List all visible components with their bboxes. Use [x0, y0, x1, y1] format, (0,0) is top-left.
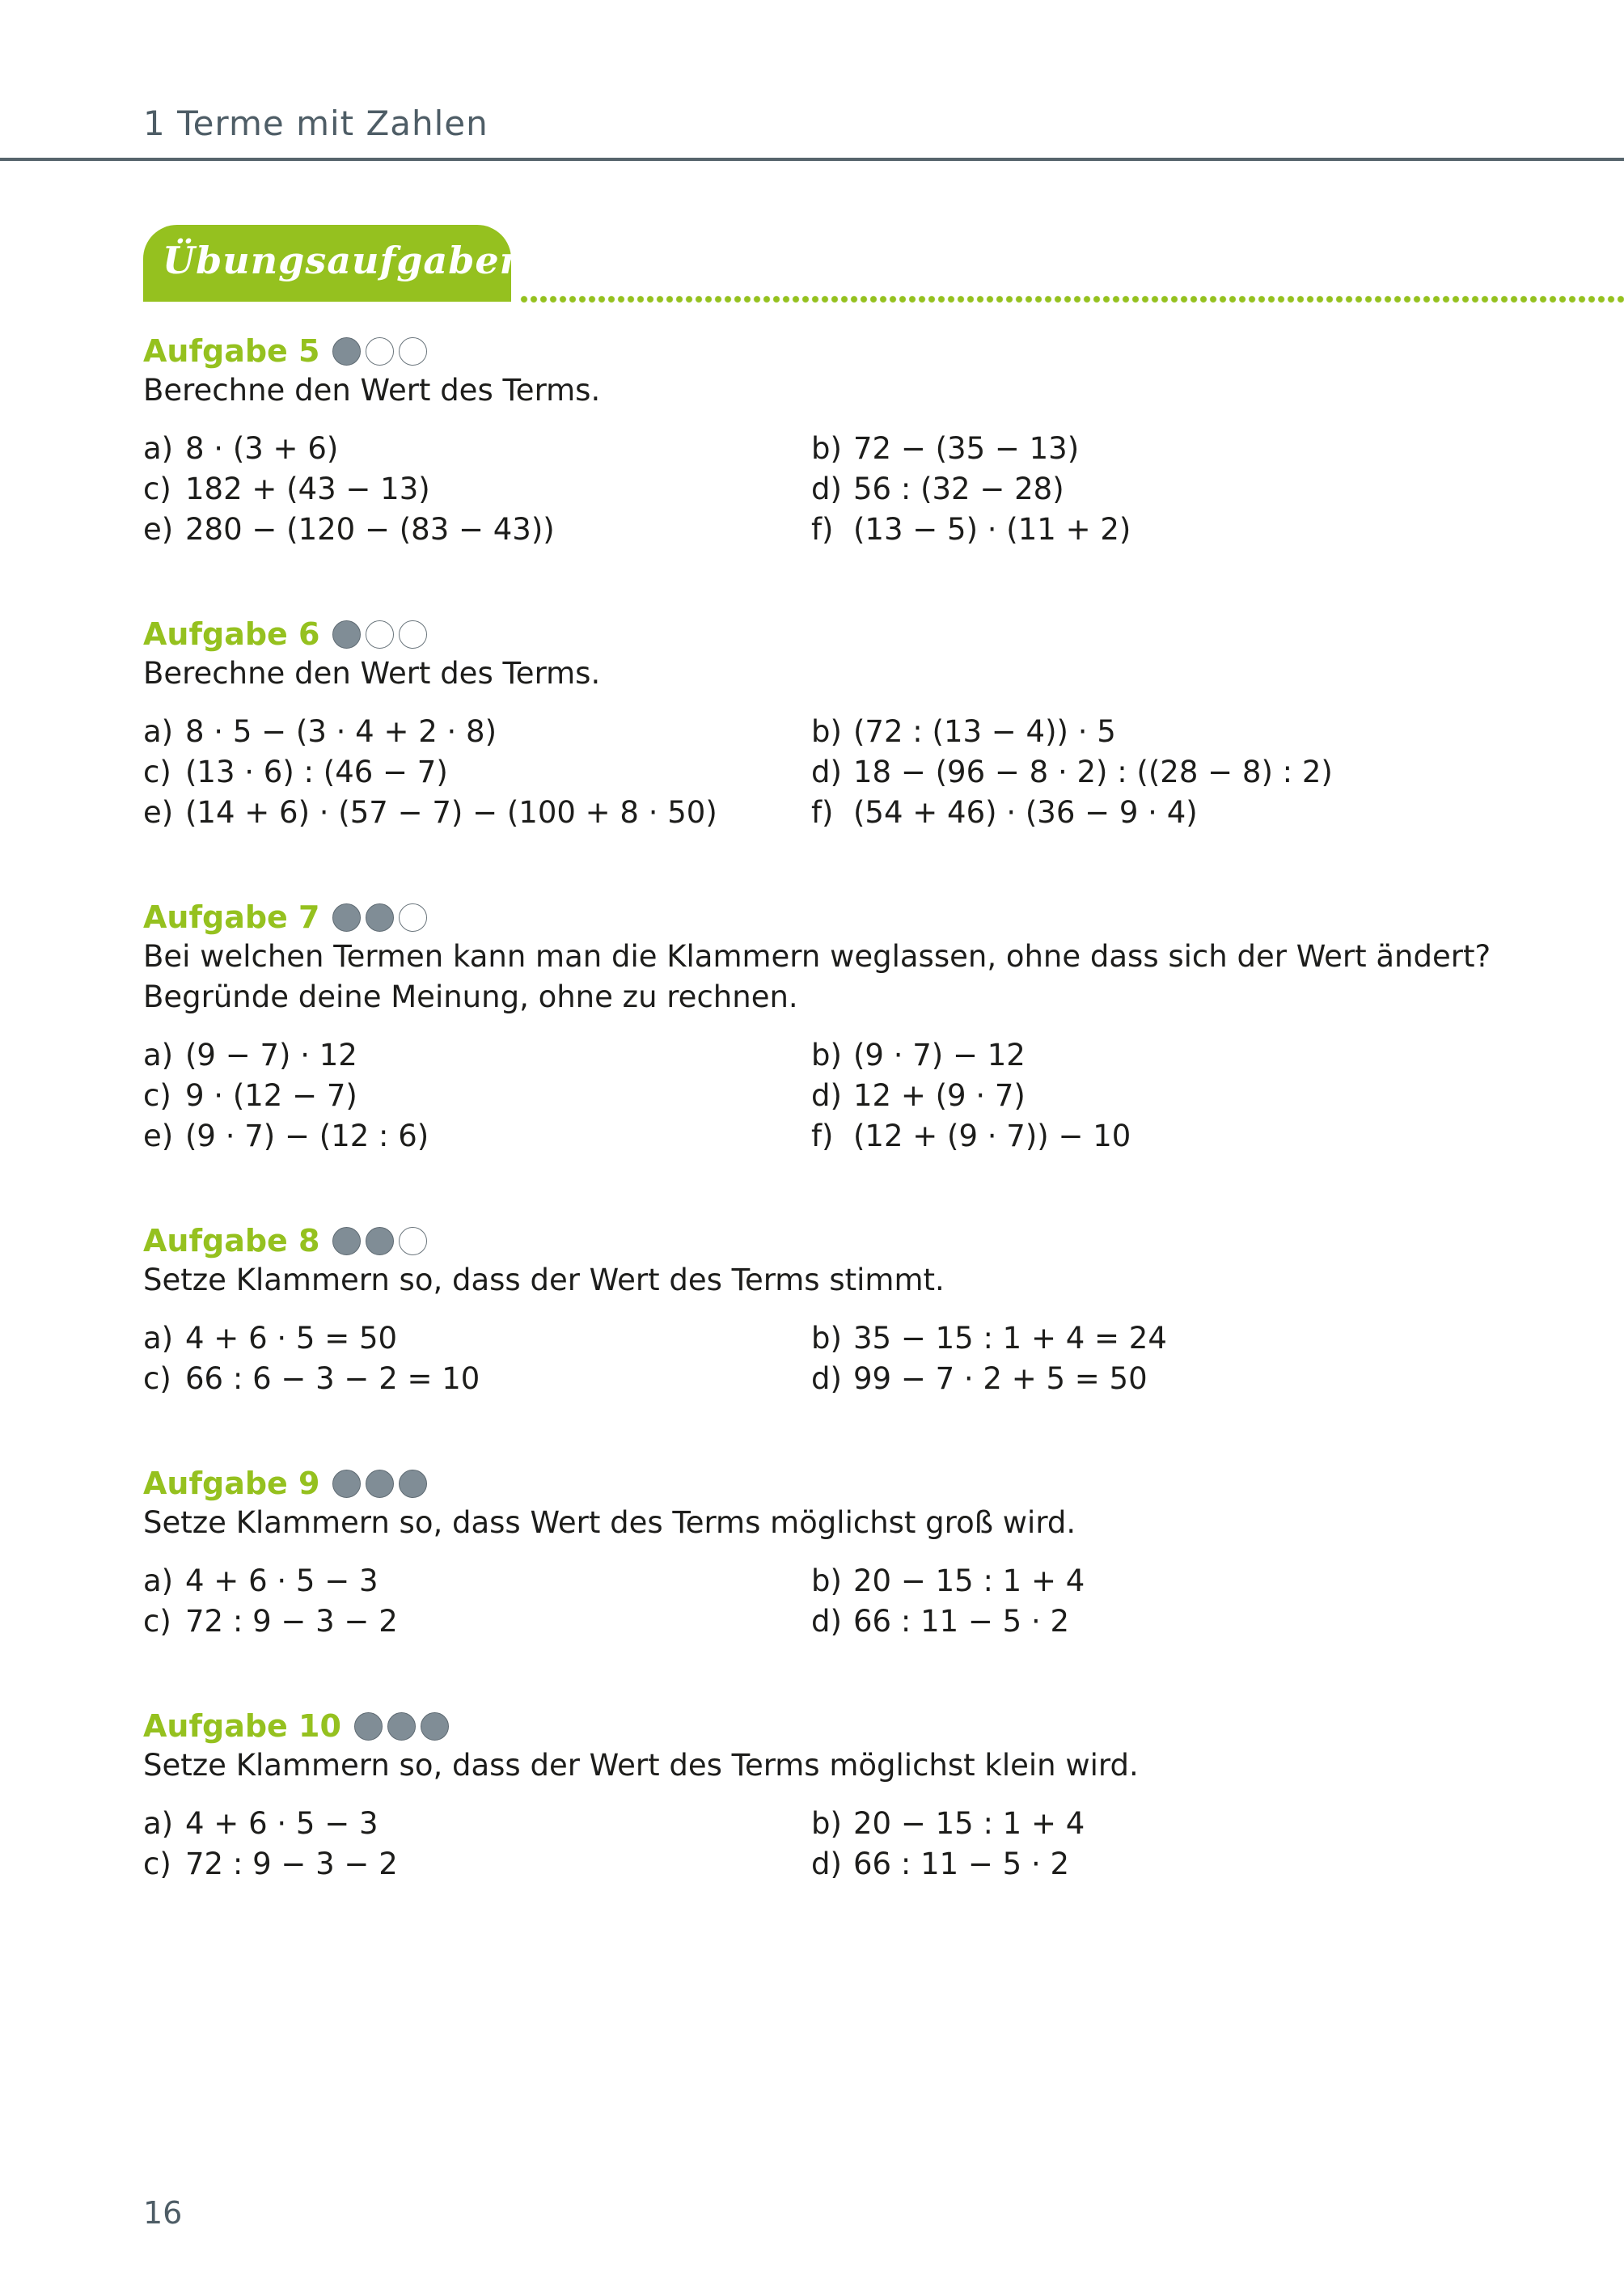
- task-item: [143, 429, 811, 469]
- item-label: d): [811, 1361, 842, 1396]
- item-expression: 66 : 11 − 5 · 2: [853, 1604, 1070, 1639]
- item-label: d): [811, 472, 842, 506]
- task-title: Aufgabe 8: [143, 1223, 320, 1259]
- item-label: e): [143, 512, 174, 547]
- item-expression: 4 + 6 · 5 − 3: [185, 1806, 379, 1841]
- difficulty-filled-circle-icon: [332, 620, 361, 649]
- difficulty-filled-circle-icon: [332, 1470, 361, 1498]
- task-instruction: Bei welchen Termen kann man die Klammern weglassen, ohne dass sich der Wert ändert?: [143, 939, 1491, 974]
- item-label: a): [143, 1563, 174, 1598]
- task-item: [811, 1804, 1479, 1844]
- item-expression: 56 : (32 − 28): [853, 472, 1064, 506]
- task-6: [143, 615, 1518, 833]
- difficulty-filled-circle-icon: [387, 1712, 416, 1741]
- item-expression: 72 − (35 − 13): [853, 431, 1080, 466]
- task-item: [811, 712, 1479, 752]
- task-title: Aufgabe 7: [143, 899, 320, 935]
- difficulty-empty-circle-icon: [399, 620, 427, 649]
- task-instruction: Setze Klammern so, dass Wert des Terms möglichst groß wird.: [143, 1505, 1076, 1540]
- task-item: [143, 1035, 811, 1076]
- item-label: d): [811, 1847, 842, 1881]
- difficulty-filled-circle-icon: [354, 1712, 383, 1741]
- difficulty-filled-circle-icon: [332, 1227, 361, 1255]
- difficulty-indicator: [354, 1712, 449, 1741]
- item-expression: 35 − 15 : 1 + 4 = 24: [853, 1321, 1167, 1356]
- task-item: [811, 510, 1479, 550]
- item-expression: (14 + 6) · (57 − 7) − (100 + 8 · 50): [185, 795, 717, 830]
- item-label: b): [811, 1038, 842, 1072]
- task-item: [811, 429, 1479, 469]
- item-expression: (9 · 7) − 12: [853, 1038, 1026, 1072]
- task-header: [143, 332, 1518, 370]
- item-expression: 18 − (96 − 8 · 2) : ((28 − 8) : 2): [853, 755, 1333, 789]
- task-header: [143, 1464, 1518, 1503]
- chapter-title: 1 Terme mit Zahlen: [143, 104, 488, 143]
- item-expression: (9 − 7) · 12: [185, 1038, 357, 1072]
- task-5: [143, 332, 1518, 550]
- item-label: c): [143, 1604, 171, 1639]
- task-item: [143, 1318, 811, 1359]
- item-label: b): [811, 1321, 842, 1356]
- item-label: c): [143, 755, 171, 789]
- difficulty-filled-circle-icon: [399, 1470, 427, 1498]
- task-item: [143, 1359, 811, 1399]
- task-title: Aufgabe 6: [143, 616, 320, 652]
- task-item: [143, 469, 811, 510]
- item-expression: 9 · (12 − 7): [185, 1078, 357, 1113]
- task-title: Aufgabe 5: [143, 333, 320, 369]
- difficulty-indicator: [332, 337, 427, 366]
- item-label: c): [143, 472, 171, 506]
- task-item: [811, 1076, 1479, 1116]
- item-expression: 66 : 6 − 3 − 2 = 10: [185, 1361, 480, 1396]
- section-banner-label: Übungsaufgaben: [163, 239, 528, 282]
- task-9: [143, 1464, 1518, 1642]
- task-items: [143, 429, 1518, 550]
- task-item: [811, 1035, 1479, 1076]
- task-item: [143, 712, 811, 752]
- item-label: b): [811, 431, 842, 466]
- task-header: [143, 898, 1518, 937]
- item-expression: (13 − 5) · (11 + 2): [853, 512, 1131, 547]
- difficulty-empty-circle-icon: [366, 337, 394, 366]
- item-expression: (9 · 7) − (12 : 6): [185, 1119, 429, 1153]
- task-instruction: Setze Klammern so, dass der Wert des Terms möglichst klein wird.: [143, 1748, 1139, 1783]
- item-expression: 182 + (43 − 13): [185, 472, 430, 506]
- task-item: [143, 1076, 811, 1116]
- task-items: [143, 1804, 1518, 1885]
- task-header: [143, 1707, 1518, 1745]
- task-item: [143, 1116, 811, 1157]
- difficulty-empty-circle-icon: [366, 620, 394, 649]
- header-divider: [0, 158, 1624, 161]
- task-instruction: Begründe deine Meinung, ohne zu rechnen.: [143, 979, 798, 1014]
- difficulty-indicator: [332, 620, 427, 649]
- dotted-divider: [519, 295, 1624, 303]
- item-expression: 280 − (120 − (83 − 43)): [185, 512, 555, 547]
- task-instruction: Setze Klammern so, dass der Wert des Terms stimmt.: [143, 1263, 945, 1297]
- difficulty-indicator: [332, 1470, 427, 1498]
- section-banner: [143, 225, 528, 302]
- task-item: [811, 1318, 1479, 1359]
- difficulty-empty-circle-icon: [399, 1227, 427, 1255]
- item-expression: 20 − 15 : 1 + 4: [853, 1806, 1085, 1841]
- item-expression: 99 − 7 · 2 + 5 = 50: [853, 1361, 1148, 1396]
- item-label: b): [811, 714, 842, 749]
- item-expression: 8 · 5 − (3 · 4 + 2 · 8): [185, 714, 497, 749]
- task-10: [143, 1707, 1518, 1885]
- item-expression: 72 : 9 − 3 − 2: [185, 1847, 398, 1881]
- difficulty-indicator: [332, 1227, 427, 1255]
- difficulty-filled-circle-icon: [332, 903, 361, 932]
- task-items: [143, 1035, 1518, 1157]
- task-items: [143, 1318, 1518, 1399]
- item-label: a): [143, 1038, 174, 1072]
- difficulty-empty-circle-icon: [399, 337, 427, 366]
- task-item: [143, 1844, 811, 1885]
- item-label: c): [143, 1847, 171, 1881]
- task-item: [143, 510, 811, 550]
- item-expression: (12 + (9 · 7)) − 10: [853, 1119, 1131, 1153]
- task-header: [143, 1221, 1518, 1260]
- item-expression: 4 + 6 · 5 = 50: [185, 1321, 398, 1356]
- task-item: [811, 1359, 1479, 1399]
- task-title: Aufgabe 10: [143, 1708, 341, 1744]
- item-expression: (13 · 6) : (46 − 7): [185, 755, 448, 789]
- task-item: [143, 1601, 811, 1642]
- difficulty-filled-circle-icon: [366, 1470, 394, 1498]
- item-label: d): [811, 755, 842, 789]
- task-header: [143, 615, 1518, 654]
- difficulty-indicator: [332, 903, 427, 932]
- task-instruction: Berechne den Wert des Terms.: [143, 373, 601, 408]
- difficulty-filled-circle-icon: [366, 903, 394, 932]
- page-number: 16: [143, 2195, 183, 2231]
- item-label: a): [143, 714, 174, 749]
- task-items: [143, 712, 1518, 833]
- item-expression: (72 : (13 − 4)) · 5: [853, 714, 1116, 749]
- task-items: [143, 1561, 1518, 1642]
- item-label: b): [811, 1806, 842, 1841]
- item-label: c): [143, 1361, 171, 1396]
- task-instruction: Berechne den Wert des Terms.: [143, 656, 601, 691]
- task-item: [143, 1561, 811, 1601]
- item-label: d): [811, 1604, 842, 1639]
- task-8: [143, 1221, 1518, 1399]
- task-item: [811, 1116, 1479, 1157]
- item-label: d): [811, 1078, 842, 1113]
- task-7: [143, 898, 1518, 1157]
- item-label: f): [811, 795, 834, 830]
- task-item: [143, 1804, 811, 1844]
- item-expression: 66 : 11 − 5 · 2: [853, 1847, 1070, 1881]
- task-item: [811, 752, 1479, 793]
- task-item: [811, 793, 1479, 833]
- task-item: [811, 1844, 1479, 1885]
- task-item: [811, 1601, 1479, 1642]
- difficulty-filled-circle-icon: [366, 1227, 394, 1255]
- item-expression: (54 + 46) · (36 − 9 · 4): [853, 795, 1198, 830]
- item-expression: 20 − 15 : 1 + 4: [853, 1563, 1085, 1598]
- item-label: f): [811, 1119, 834, 1153]
- item-label: a): [143, 431, 174, 466]
- item-label: e): [143, 1119, 174, 1153]
- difficulty-filled-circle-icon: [421, 1712, 449, 1741]
- difficulty-empty-circle-icon: [399, 903, 427, 932]
- task-title: Aufgabe 9: [143, 1466, 320, 1501]
- difficulty-filled-circle-icon: [332, 337, 361, 366]
- task-item: [811, 469, 1479, 510]
- item-label: a): [143, 1806, 174, 1841]
- item-label: f): [811, 512, 834, 547]
- task-item: [811, 1561, 1479, 1601]
- item-label: a): [143, 1321, 174, 1356]
- item-label: e): [143, 795, 174, 830]
- item-expression: 12 + (9 · 7): [853, 1078, 1026, 1113]
- task-item: [143, 752, 811, 793]
- item-label: b): [811, 1563, 842, 1598]
- item-label: c): [143, 1078, 171, 1113]
- item-expression: 72 : 9 − 3 − 2: [185, 1604, 398, 1639]
- task-item: [143, 793, 811, 833]
- item-expression: 8 · (3 + 6): [185, 431, 339, 466]
- item-expression: 4 + 6 · 5 − 3: [185, 1563, 379, 1598]
